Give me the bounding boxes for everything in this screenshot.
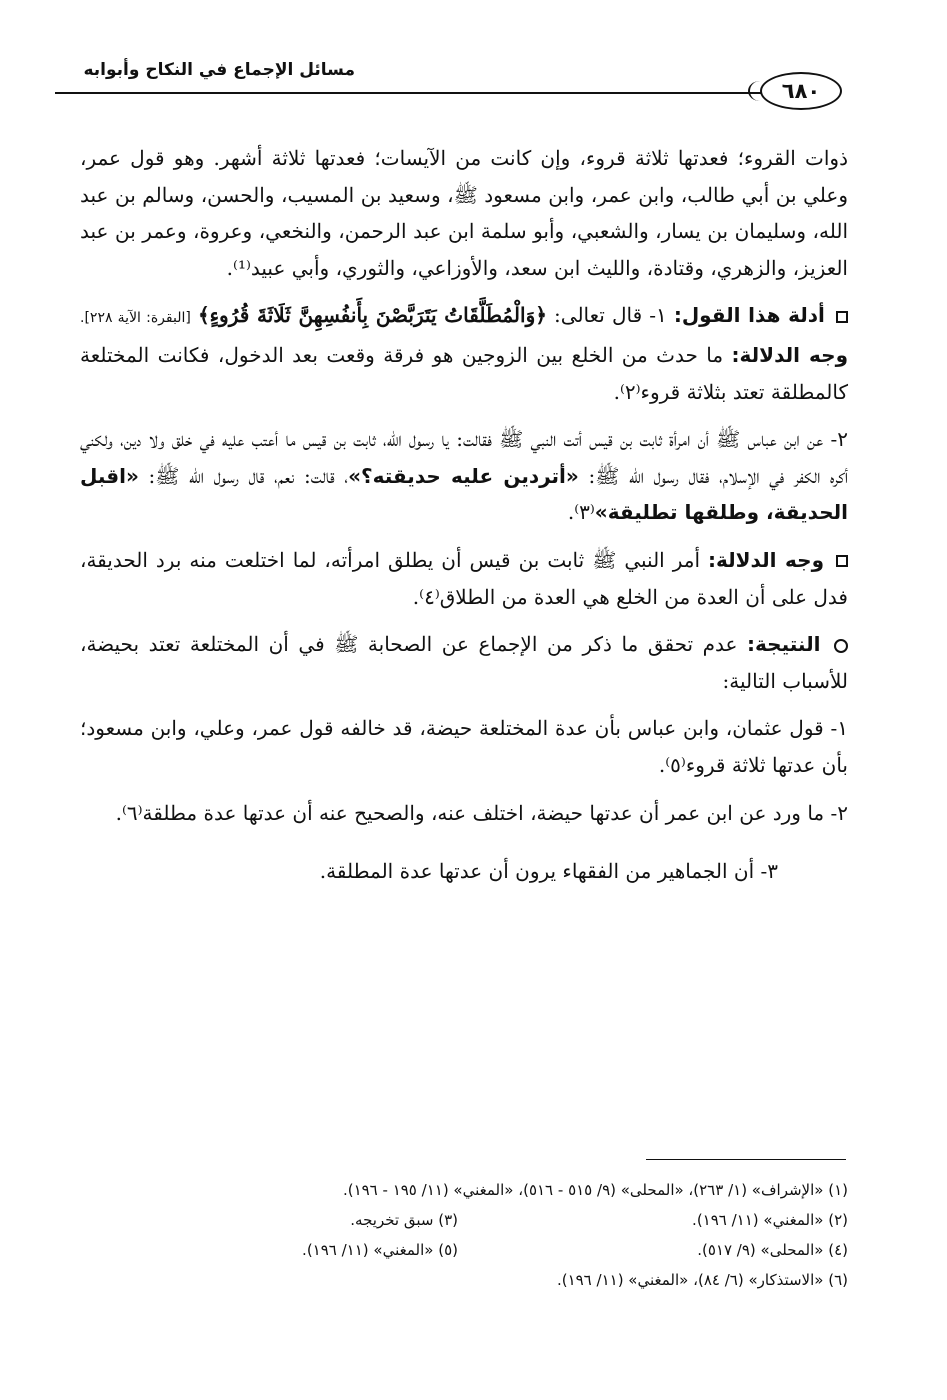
footnote-2: (٢) «المغني» (١١/ ١٩٦). <box>692 1211 848 1229</box>
footnote-1: (١) «الإشراف» (١/ ٢٦٣)، «المحلى» (٩/ ٥١٥ - ٥١٦)، «المغني» (١١/ ١٩٥ - ١٩٦). <box>342 1181 848 1199</box>
paragraph-evidence-quran <box>80 297 848 410</box>
paragraph-hadith <box>80 421 848 531</box>
footnote-row <box>160 1205 848 1235</box>
page-number: ٦٨٠ <box>781 79 821 103</box>
footnote-separator <box>646 1159 846 1160</box>
footnote-3: (٣) سبق تخريجه. <box>350 1211 458 1229</box>
paragraph-result <box>80 626 848 699</box>
body-text <box>80 140 848 901</box>
footnote-row <box>160 1265 848 1295</box>
reason-3-text: ٣- أن الجماهير من الفقهاء يرون أن عدتها عدة المطلقة. <box>319 859 778 884</box>
circle-bullet-icon <box>834 639 848 653</box>
footnote-row <box>160 1175 848 1205</box>
running-header-title: مسائل الإجماع في النكاح وأبوابه <box>83 60 355 80</box>
square-bullet-icon <box>836 311 848 323</box>
header-rule <box>55 92 765 94</box>
evidence-intro: ١- قال تعالى: <box>554 303 667 328</box>
footnote-5: (٥) «المغني» (١١/ ١٩٦). <box>302 1241 458 1259</box>
paragraph-inference-2 <box>80 542 848 615</box>
footnotes <box>160 1175 848 1295</box>
result-text: عدم تحقق ما ذكر من الإجماع عن الصحابة ﷺ في أن المختلعة تعتد بحيضة، للأسباب التالية: <box>80 632 848 693</box>
inference-heading: وجه الدلالة: <box>731 342 849 367</box>
inference-heading-2: وجه الدلالة: <box>708 547 825 572</box>
inference-text-2: أمر النبي ﷺ ثابت بن قيس أن يطلق امرأته، لما اختلعت منه برد الحديقة، فدل على أن العدة من الخلع هي العدة من الطلاق⁽٤⁾. <box>80 547 848 609</box>
hadith-quote-1: «أتردين عليه حديقته؟» <box>348 463 579 488</box>
hadith-quote-2: «اقبل الحديقة، وطلقها تطليقة» <box>80 463 848 525</box>
paragraph-reason-3 <box>80 853 848 890</box>
result-heading: النتيجة: <box>747 632 821 657</box>
footnote-row <box>160 1235 848 1265</box>
paragraph-reason-2: ٢- ما ورد عن ابن عمر أن عدتها حيضة، اختلف عنه، والصحيح عنه أن عدتها عدة مطلقة⁽٦⁾. <box>115 800 848 825</box>
hadith-middle: ، قالت: نعم، قال رسول الله ﷺ: <box>148 463 349 488</box>
hadith-end: ⁽٣⁾. <box>567 500 595 525</box>
paragraph-scholars-list: ذوات القروء؛ فعدتها ثلاثة قروء، وإن كانت من الآيسات؛ فعدتها ثلاثة أشهر. وهو قول عمر، وعلي بن أبي طالب، وابن عمر، وابن مسعود ﷺ، وسعيد بن المسيب، والحسن، وسالم بن عبد الله، وسليمان بن يسار، والشعبي، وأبو سلمة ابن عبد الرحمن، والنخعي، وعروة، وعمر بن عبد العزيز، والزهري، وقتادة، والليث ابن سعد، والأوزاعي، والثوري، وأبي عبيد⁽¹⁾. <box>80 146 848 280</box>
verse-reference: [البقرة: الآية ٢٢٨]. <box>80 310 191 327</box>
paragraph-reason-1: ١- قول عثمان، وابن عباس بأن عدة المختلعة حيضة، قد خالفه قول عمر، وعلي، وابن مسعود؛ بأن عدتها ثلاثة قروء⁽٥⁾. <box>80 716 848 777</box>
footnote-6: (٦) «الاستذكار» (٦/ ٨٤)، «المغني» (١١/ ١٩٦). <box>556 1271 848 1289</box>
square-bullet-icon <box>836 555 848 567</box>
hadith-text: ٢- عن ابن عباس ﷺ أن امرأة ثابت بن قيس أتت النبي ﷺ فقالت: يا رسول الله، ثابت بن قيس ما أعتب عليه في خلق ولا دين، ولكني أكره الكفر في الإسلام، فقال رسول الله ﷺ: <box>80 427 849 488</box>
evidence-heading: أدلة هذا القول: <box>673 303 825 328</box>
inference-text: ما حدث من الخلع بين الزوجين هو فرقة وقعت بعد الدخول، فكانت المختلعة كالمطلقة تعتد بثلاثة قروء⁽٢⁾. <box>80 342 848 404</box>
quran-verse: ﴿وَالْمُطَلَّقَاتُ يَتَرَبَّصْنَ بِأَنفُسِهِنَّ ثَلَاثَةَ قُرُوءٍ﴾ <box>197 303 547 328</box>
footnote-4: (٤) «المحلى» (٩/ ٥١٧). <box>697 1241 848 1259</box>
page-number-oval <box>760 72 842 110</box>
